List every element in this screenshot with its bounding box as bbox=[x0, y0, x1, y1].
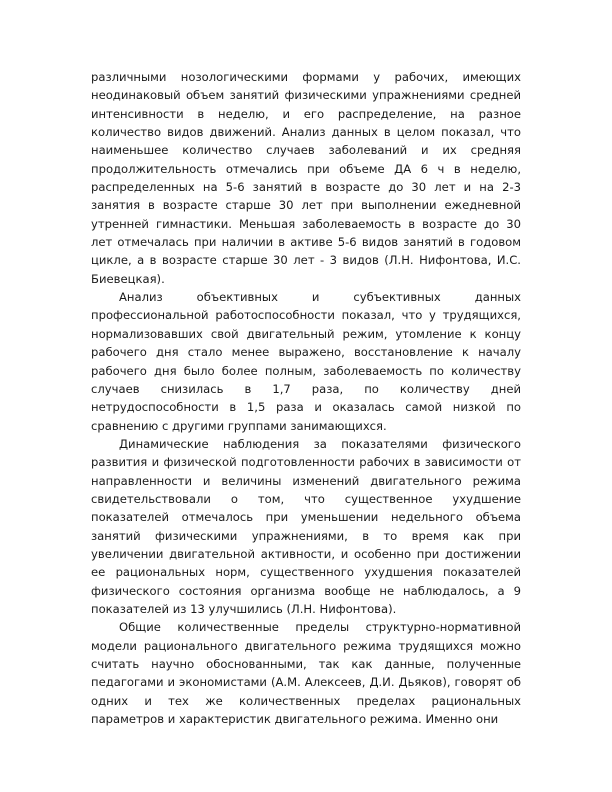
paragraph-work-capacity: Анализ объективных и субъективных данных профессиональной работоспособности показал, что у трудящихся, нормализовавших свой двигательный режим, утомление к концу рабочего дня стало менее выражено, восстановление к началу рабочего дня было более полным, заболеваемость по количеству случаев снизилась в 1,7 раза, по количеству дней нетрудоспособности в 1,5 раза и оказалась самой низкой по сравнению с другими группами занимающихся. bbox=[91, 290, 521, 433]
paragraph-dynamic-observations: Динамические наблюдения за показателями физического развития и физической подготовленности рабочих в зависимости от направленности и величины изменений двигательного режима свидетельствовали о том, что существенное ухудшение показателей отмечалось при уменьшении недельного объема занятий физическими упражнениями, в то время как при увеличении двигательной активности, и особенно при достижении ее рациональных норм, существенного ухудшения показателей физического состояния организма вообще не наблюдалось, а 9 показателей из 13 улучшились (Л.Н. Нифонтова). bbox=[91, 436, 521, 616]
paragraph-quantitative-limits: Общие количественные пределы структурно-нормативной модели рационального двигательного режима трудящихся можно считать научно обоснованными, так как данные, полученные педагогами и экономистами (А.М. Алексеев, Д.И. Дьяков), говорят об одних и тех же количественных пределах рациональных параметров и характеристик двигательного режима. Именно они bbox=[91, 620, 521, 727]
paragraph-continuation: различными нозологическими формами у рабочих, имеющих неодинаковый объем занятий физическими упражнениями средней интенсивности в неделю, и его распределение, на разное количество видов движений. Анализ данных в целом показал, что наименьшее количество случаев заболеваний и их средняя продолжительность отмечались при объеме ДА 6 ч в неделю, распределенных на 5-6 занятий в возрасте до 30 лет и на 2-3 занятия в возрасте старше 30 лет при выполнении ежедневной утренней гимнастики. Меньшая заболеваемость в возрасте до 30 лет отмечалась при наличии в активе 5-6 видов занятий в годовом цикле, а в возрасте старше 30 лет - 3 видов (Л.Н. Нифонтова, И.С. Биевецкая). bbox=[91, 70, 521, 286]
document-page bbox=[91, 68, 521, 728]
